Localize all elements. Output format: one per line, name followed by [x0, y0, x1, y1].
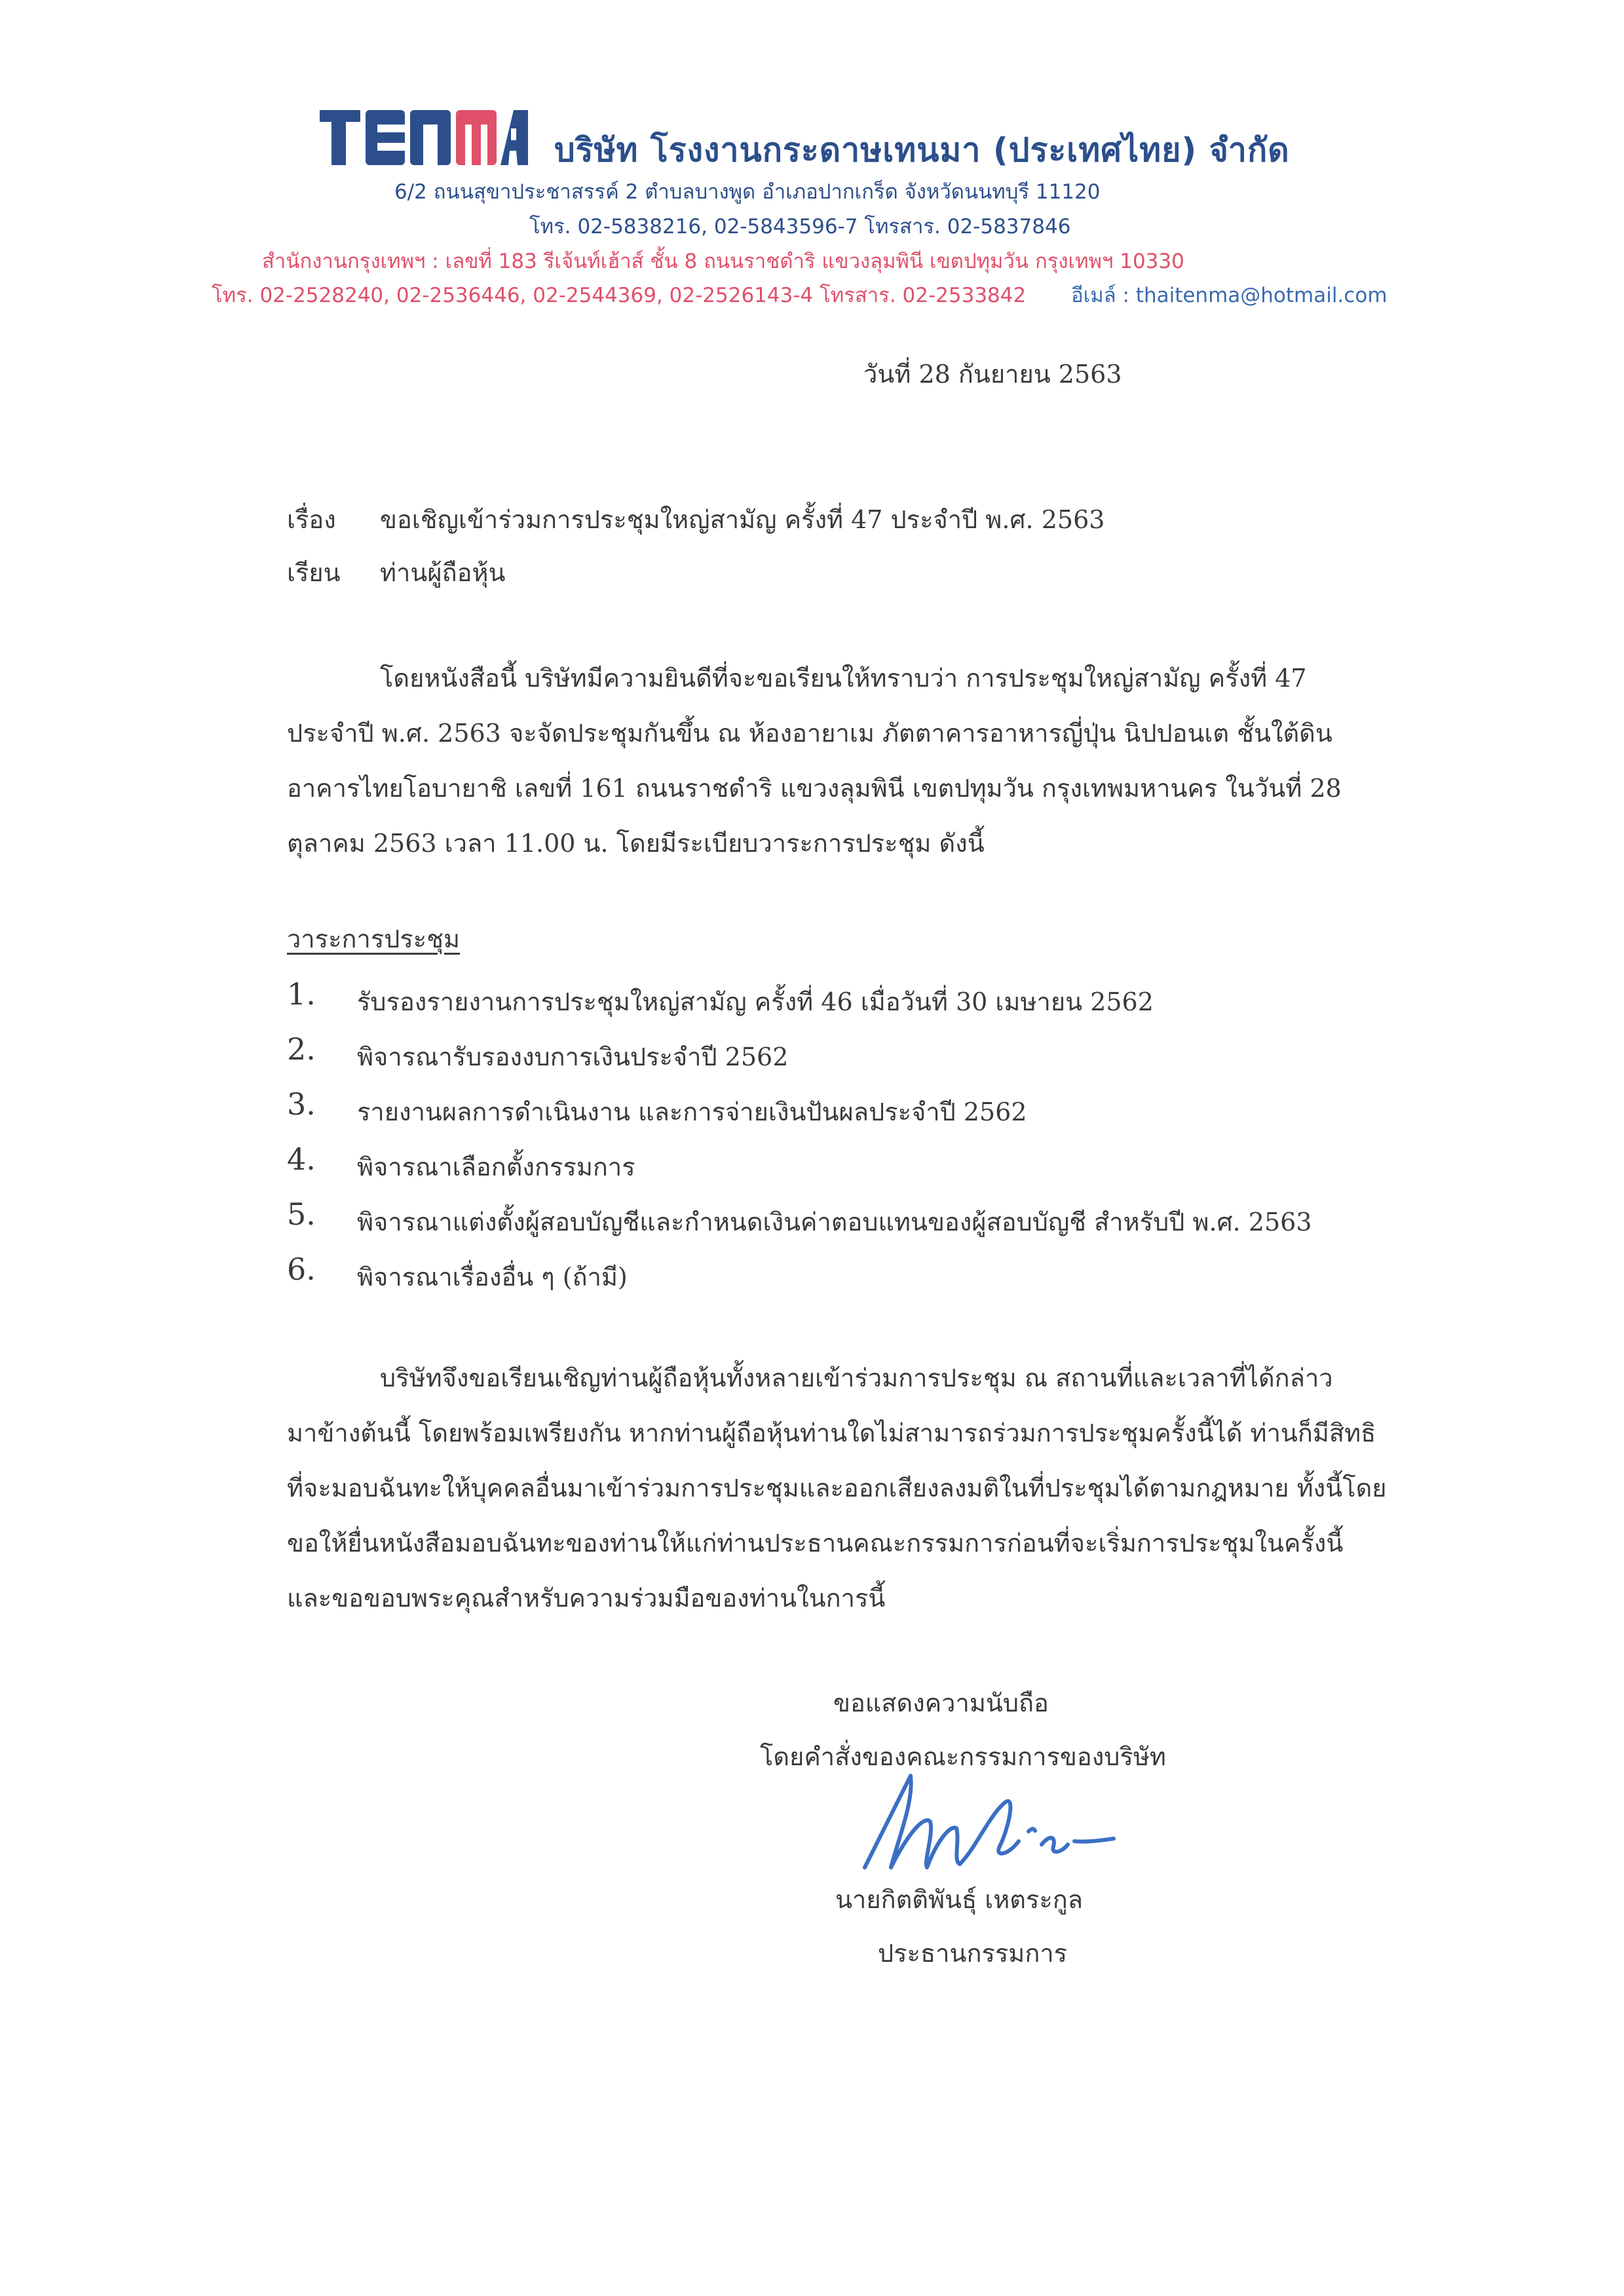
agenda-item-number: 3.	[287, 1086, 316, 1122]
closing-line: และขอขอบพระคุณสำหรับความร่วมมือของท่านในการนี้	[287, 1584, 886, 1613]
subject-label: เรื่อง	[287, 505, 336, 534]
closing-line: ที่จะมอบฉันทะให้บุคคลอื่นมาเข้าร่วมการประชุมและออกเสียงลงมติในที่ประชุมได้ตามกฎหมาย ทั้งนี้โดย	[287, 1474, 1387, 1502]
bangkok-office-phone: โทร. 02-2528240, 02-2536446, 02-2544369, 02-2526143-4 โทรสาร. 02-2533842	[212, 284, 1027, 307]
by-order-of-board: โดยคำสั่งของคณะกรรมการของบริษัท	[760, 1742, 1166, 1771]
intro-line: ตุลาคม 2563 เวลา 11.00 น. โดยมีระเบียบวาระการประชุม ดังนี้	[287, 829, 985, 858]
signer-title: ประธานกรรมการ	[878, 1939, 1068, 1968]
tenma-logo	[320, 105, 528, 170]
to-text: ท่านผู้ถือหุ้น	[380, 558, 506, 587]
intro-line: โดยหนังสือนี้ บริษัทมีความยินดีที่จะขอเรียนให้ทราบว่า การประชุมใหญ่สามัญ ครั้งที่ 47	[380, 664, 1307, 693]
agenda-item-number: 1.	[287, 976, 316, 1012]
company-address: 6/2 ถนนสุขาประชาสรรค์ 2 ตำบลบางพูด อำเภอปากเกร็ด จังหวัดนนทบุรี 11120	[394, 180, 1101, 204]
company-email: อีเมล์ : thaitenma@hotmail.com	[1071, 284, 1388, 307]
signature	[845, 1763, 1120, 1881]
agenda-item-number: 6.	[287, 1252, 316, 1287]
signer-name: นายกิตติพันธุ์ เหตระกูล	[835, 1885, 1084, 1914]
intro-line: อาคารไทยโอบายาชิ เลขที่ 161 ถนนราชดำริ แขวงลุมพินี เขตปทุมวัน กรุงเทพมหานคร ในวันที่ 28	[287, 774, 1342, 803]
subject-text: ขอเชิญเข้าร่วมการประชุมใหญ่สามัญ ครั้งที่ 47 ประจำปี พ.ศ. 2563	[380, 505, 1105, 534]
agenda-item-number: 5.	[287, 1196, 316, 1232]
agenda-item-text: พิจารณาเรื่องอื่น ๆ (ถ้ามี)	[357, 1263, 628, 1292]
agenda-item-text: พิจารณาแต่งตั้งผู้สอบบัญชีและกำหนดเงินค่าตอบแทนของผู้สอบบัญชี สำหรับปี พ.ศ. 2563	[357, 1208, 1312, 1236]
agenda-item-text: รับรองรายงานการประชุมใหญ่สามัญ ครั้งที่ 46 เมื่อวันที่ 30 เมษายน 2562	[357, 987, 1154, 1016]
agenda-item-text: รายงานผลการดำเนินงาน และการจ่ายเงินปันผลประจำปี 2562	[357, 1098, 1027, 1126]
closing-line: มาข้างต้นนี้ โดยพร้อมเพรียงกัน หากท่านผู้ถือหุ้นท่านใดไม่สามารถร่วมการประชุมครั้งนี้ได้ ท่านก็มีสิทธิ	[287, 1419, 1376, 1447]
agenda-heading: วาระการประชุม	[287, 925, 461, 953]
letter-date: วันที่ 28 กันยายน 2563	[863, 360, 1122, 389]
agenda-item-text: พิจารณาเลือกตั้งกรรมการ	[357, 1153, 635, 1181]
closing-line: บริษัทจึงขอเรียนเชิญท่านผู้ถือหุ้นทั้งหลายเข้าร่วมการประชุม ณ สถานที่และเวลาที่ได้กล่าว	[380, 1364, 1333, 1392]
agenda-item-text: พิจารณารับรองงบการเงินประจำปี 2562	[357, 1043, 789, 1071]
intro-line: ประจำปี พ.ศ. 2563 จะจัดประชุมกันขึ้น ณ ห้องอายาเม ภัตตาคารอาหารญี่ปุ่น นิปปอนเต ชั้นใต้ดิน	[287, 719, 1332, 748]
closing-line: ขอให้ยื่นหนังสือมอบฉันทะของท่านให้แก่ท่านประธานคณะกรรมการก่อนที่จะเริ่มการประชุมในครั้งนี้	[287, 1529, 1344, 1558]
agenda-item-number: 2.	[287, 1031, 316, 1067]
bangkok-office-address: สำนักงานกรุงเทพฯ : เลขที่ 183 รีเจ้นท์เฮ้าส์ ชั้น 8 ถนนราชดำริ แขวงลุมพินี เขตปทุมวัน กรุงเทพฯ 10330	[262, 250, 1184, 273]
to-label: เรียน	[287, 558, 341, 587]
agenda-item-number: 4.	[287, 1141, 316, 1177]
regards: ขอแสดงความนับถือ	[833, 1689, 1049, 1717]
company-phone: โทร. 02-5838216, 02-5843596-7 โทรสาร. 02-5837846	[529, 215, 1071, 239]
company-name: บริษัท โรงงานกระดาษเทนมา (ประเทศไทย) จำกัด	[554, 131, 1290, 169]
